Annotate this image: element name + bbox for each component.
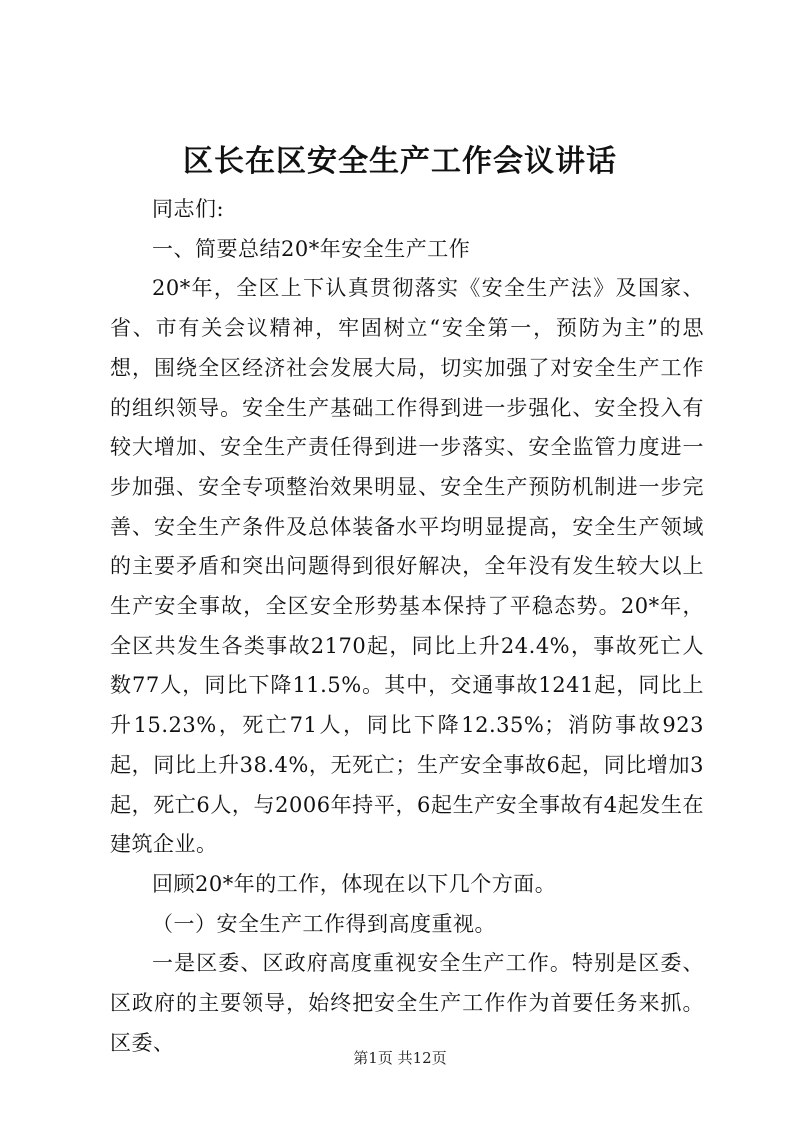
- body-paragraph: 一是区委、区政府高度重视安全生产工作。特别是区委、区政府的主要领导，始终把安全生产工作作为首要任务来抓。区委、: [110, 951, 704, 1055]
- salutation-paragraph: 同志们:: [152, 197, 225, 221]
- section-heading: 一、简要总结20*年安全生产工作: [152, 236, 471, 261]
- document-title: 区长在区安全生产工作会议讲话: [183, 144, 617, 179]
- document-body: [110, 190, 704, 1063]
- page-number-footer: 第1页 共12页: [353, 1049, 447, 1067]
- subsection-heading: （一）安全生产工作得到高度重视。: [152, 911, 496, 936]
- review-intro-paragraph: 回顾20*年的工作，体现在以下几个方面。: [152, 871, 557, 896]
- summary-paragraph: 20*年，全区上下认真贯彻落实《安全生产法》及国家、省、市有关会议精神，牢固树立“安全第一，预防为主”的思想，围绕全区经济社会发展大局，切实加强了对安全生产工作的组织领导。安全生产基础工作得到进一步强化、安全投入有较大增加、安全生产责任得到进一步落实、安全监管力度进一步加强、安全专项整治效果明显、安全生产预防机制进一步完善、安全生产条件及总体装备水平均明显提高，安全生产领域的主要矛盾和突出问题得到很好解决，全年没有发生较大以上生产安全事故，全区安全形势基本保持了平稳态势。20*年，全区共发生各类事故2170起，同比上升24.4%，事故死亡人数77人，同比下降11.5%。其中，交通事故1241起，同比上升15.23%，死亡71人，同比下降12.35%；消防事故923起，同比上升38.4%，无死亡；生产安全事故6起，同比增加3起，死亡6人，与2006年持平，6起生产安全事故有4起发生在建筑企业。: [110, 276, 704, 857]
